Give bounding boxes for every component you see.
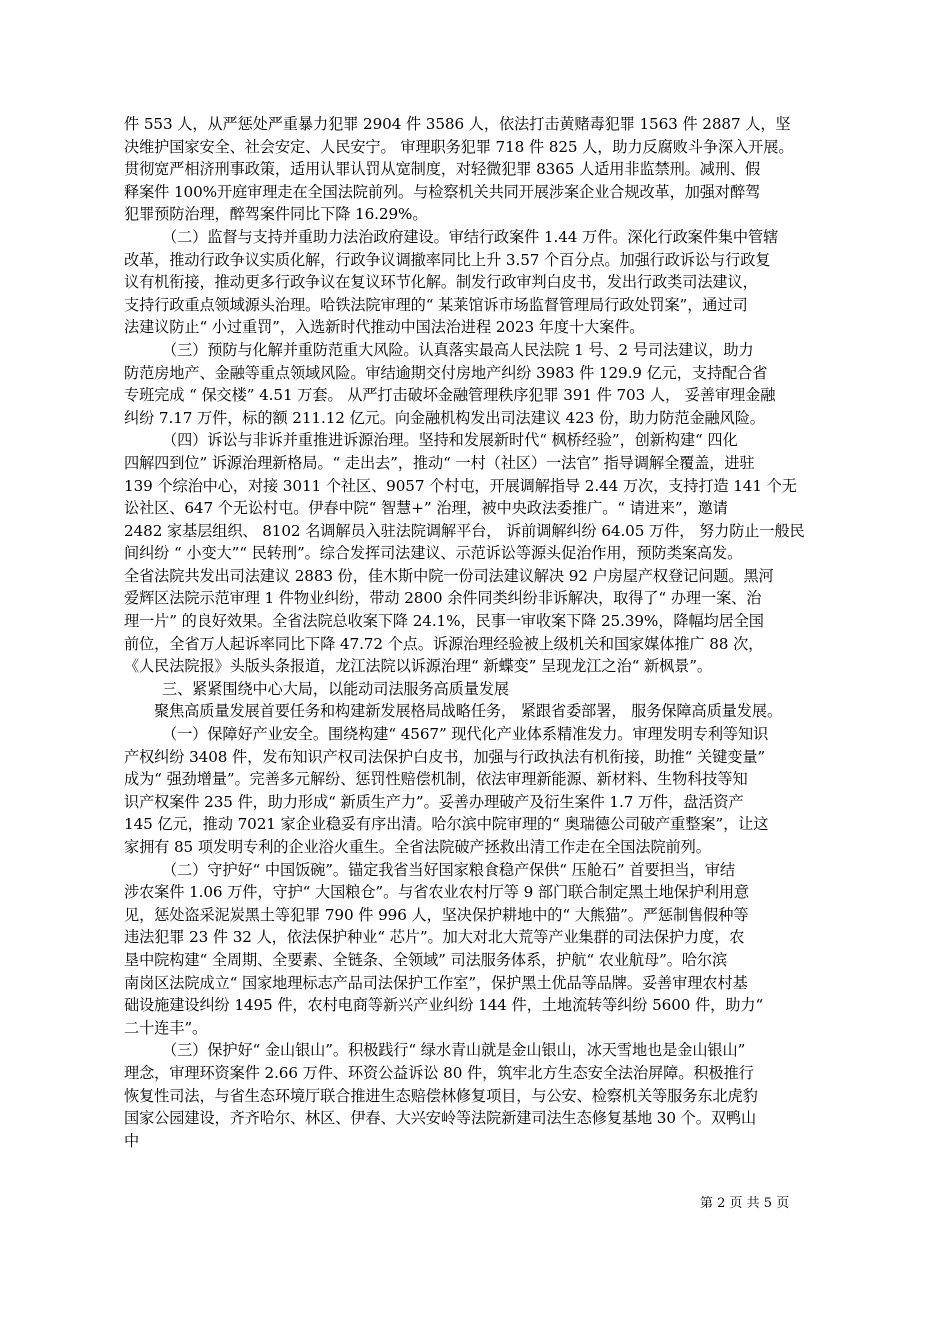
text-line: 支持行政重点领域源头治理。哈铁法院审理的“ 某莱馆诉市场监督管理局行政处罚案”，通过司 (124, 295, 748, 314)
section-heading: 三、紧紧围绕中心大局，以能动司法服务高质量发展 (162, 679, 510, 698)
text-line: 垦中院构建“ 全周期、全要素、全链条、全领域” 司法服务体系，护航“ 农业航母”。哈尔滨 (124, 950, 728, 969)
text-line: 家拥有 85 项发明专利的企业浴火重生。全省法院破产拯救出清工作走在全国法院前列。 (124, 838, 711, 856)
text-line: 纠纷 7.17 万件，标的额 211.12 亿元。向金融机构发出司法建议 423 份，助力防范金融风险。 (124, 408, 765, 427)
text-line: 2482 家基层组织、 8102 名调解员入驻法院调解平台， 诉前调解纠纷 64.05 万件， 努力防止一般民 (124, 521, 805, 540)
text-line: 理念，审理环资案件 2.66 万件、环资公益诉讼 80 件，筑牢北方生态安全法治屏障。积极推行 (124, 1063, 754, 1082)
text-line: （三）预防与化解并重防范重大风险。认真落实最高人民法院 1 号、2 号司法建议，助力 (162, 340, 754, 359)
text-line: 改革，推动行政争议实质化解，行政争议调撤率同比上升 3.57 个百分点。加强行政诉讼与行政复 (124, 250, 771, 269)
text-line: （一）保障好产业安全。围绕构建“ 4567” 现代化产业体系精准发力。审理发明专利等知识 (162, 725, 769, 744)
text-line: 防范房地产、金融等重点领域风险。审结逾期交付房地产纠纷 3983 件 129.9 亿元，支持配合省 (124, 363, 768, 382)
text-line: 成为“ 强劲增量”。完善多元解纷、惩罚性赔偿机制，依法审理新能源、新材料、生物科技等知 (124, 770, 748, 789)
text-line: 释案件 100%开庭审理走在全国法院前列。与检察机关共同开展涉案企业合规改革，加强对醉驾 (124, 182, 761, 201)
text-line: 《人民法院报》头版头条报道，龙江法院以诉源治理“ 新蝶变” 呈现龙江之治“ 新枫景”。 (124, 657, 712, 676)
text-line: 139 个综治中心，对接 3011 个社区、9057 个村屯，开展调解指导 2.44 万次，支持打造 141 个无 (124, 476, 797, 495)
text-line: （三）保护好“ 金山银山”。积极践行“ 绿水青山就是金山银山，冰天雪地也是金山银山” (162, 1041, 746, 1060)
text-line: 涉农案件 1.06 万件，守护“ 大国粮仓”。与省农业农村厅等 9 部门联合制定黑土地保护利用意 (124, 883, 750, 902)
text-line: 议有机衔接，推动更多行政争议在复议环节化解。制发行政审判白皮书，发出行政类司法建议， (124, 273, 758, 292)
text-line: 国家公园建设，齐齐哈尔、林区、伊春、大兴安岭等法院新建司法生态修复基地 30 个。双鸭山 (124, 1109, 757, 1128)
text-line: 恢复性司法，与省生态环境厅联合推进生态赔偿林修复项目，与公安、检察机关等服务东北虎豹 (124, 1086, 758, 1105)
text-line: 四解四到位” 诉源治理新格局。“ 走出去”，推动“ 一村（社区）一法官” 指导调解全覆盖，进驻 (124, 453, 755, 472)
text-line: 见，惩处盗采泥炭黑土等犯罪 790 件 996 人，坚决保护耕地中的“ 大熊猫”。严惩制售假种等 (124, 905, 749, 924)
text-line: 产权纠纷 3408 件，发布知识产权司法保护白皮书，加强与行政执法有机衔接，助推“ 关键变量” (124, 747, 766, 766)
text-line: 础设施建设纠纷 1495 件，农村电商等新兴产业纠纷 144 件，土地流转等纠纷 5600 件，助力“ (124, 996, 764, 1015)
text-line: 前位，全省万人起诉率同比下降 47.72 个点。诉源治理经验被上级机关和国家媒体推广 88 次， (124, 634, 764, 653)
text-line: 专班完成 “ 保交楼” 4.51 万套。 从严打击破坏金融管理秩序犯罪 391 件 703 人， 妥善审理金融 (124, 386, 776, 405)
text-line: 识产权案件 235 件，助力形成“ 新质生产力”。妥善办理破产及衍生案件 1.7 万件，盘活资产 (124, 792, 744, 811)
text-line: 145 亿元，推动 7021 家企业稳妥有序出清。哈尔滨中院审理的“ 奥瑞德公司破产重整案”，让这 (124, 815, 769, 834)
text-line: 贯彻宽严相济刑事政策，适用认罪认罚从宽制度，对轻微犯罪 8365 人适用非监禁刑。减刑、假 (124, 160, 761, 179)
text-line: （四）诉讼与非诉并重推进诉源治理。坚持和发展新时代“ 枫桥经验”，创新构建“ 四化 (162, 431, 738, 450)
text-line: 间纠纷 “ 小变大”“ 民转刑”。综合发挥司法建议、示范诉讼等源头促治作用，预防类案高发。 (124, 544, 743, 563)
text-line: 决维护国家安全、社会安定、人民安宁。 审理职务犯罪 718 件 825 人，助力反腐败斗争深入开展。 (124, 137, 794, 156)
text-line: 聚焦高质量发展首要任务和构建新发展格局战略任务， 紧跟省委部署， 服务保障高质量发展。 (154, 702, 783, 721)
text-line: 二十连丰”。 (124, 1018, 208, 1037)
page-number-footer: 第 2 页 共 5 页 (700, 1196, 790, 1211)
text-line: 中 (124, 1131, 140, 1150)
text-line: 理一片” 的良好效果。全省法院总收案下降 24.1%，民事一审收案下降 25.39%，降幅均居全国 (124, 612, 764, 631)
text-line: 法建议防止“ 小过重罚”，入选新时代推动中国法治进程 2023 年度十大案件。 (124, 318, 645, 337)
text-line: （二）监督与支持并重助力法治政府建设。审结行政案件 1.44 万件。深化行政案件集中管辖 (162, 227, 779, 246)
text-line: 犯罪预防治理，醉驾案件同比下降 16.29%。 (124, 205, 428, 224)
text-line: 讼社区、647 个无讼村屯。伊春中院“ 智慧+” 治理，被中央政法委推广。“ 请进来”，邀请 (124, 499, 728, 518)
text-line: 全省法院共发出司法建议 2883 份，佳木斯中院一份司法建议解决 92 户房屋产权登记问题。黑河 (124, 566, 774, 585)
text-line: （二）守护好“ 中国饭碗”。锚定我省当好国家粮食稳产保供“ 压舱石” 首要担当，审结 (162, 860, 735, 879)
document-body (124, 113, 838, 1152)
text-line: 南岗区法院成立“ 国家地理标志产品司法保护工作室”，保护黑土优品等品牌。妥善审理农村基 (124, 973, 748, 992)
text-line: 违法犯罪 23 件 32 人，依法保护种业“ 芯片”。加大对北大荒等产业集群的司法保护力度，农 (124, 928, 745, 947)
text-line: 爱辉区法院示范审理 1 件物业纠纷，带动 2800 余件同类纠纷非诉解决，取得了“ 办理一案、治 (124, 589, 762, 608)
text-line: 件 553 人，从严惩处严重暴力犯罪 2904 件 3586 人，依法打击黄赌毒犯罪 1563 件 2887 人，坚 (124, 115, 791, 133)
